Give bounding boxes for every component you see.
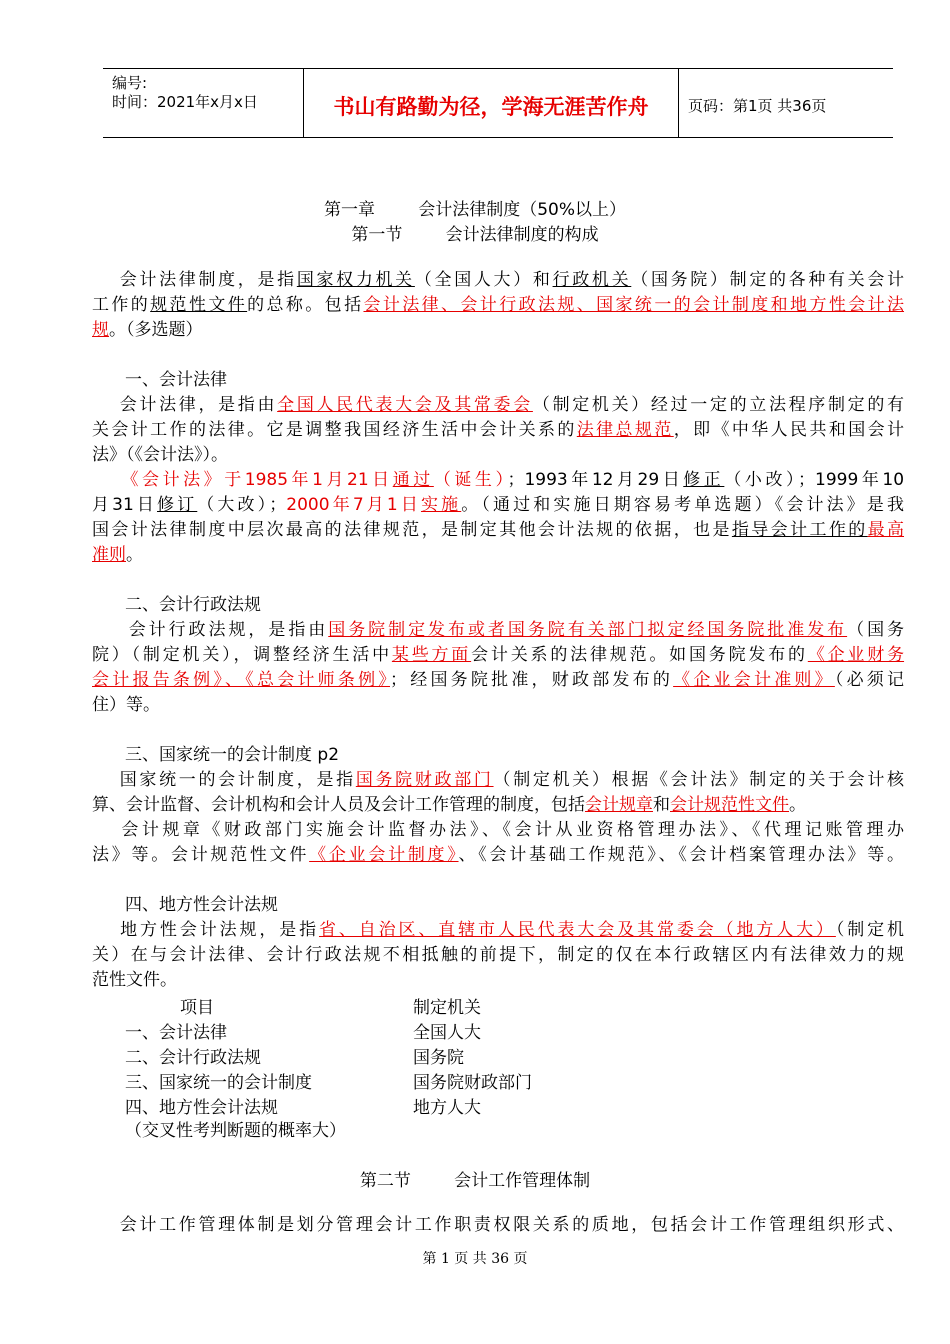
text: （国务: [847, 620, 905, 640]
s2-line-1: [92, 618, 904, 643]
text: （全国人大）和: [414, 270, 553, 290]
s3-line-4: [92, 843, 904, 868]
s2-line-3: [92, 668, 904, 693]
text: 的总称。包括: [247, 295, 364, 315]
s4-line-3: 范性文件。: [92, 970, 177, 990]
section2-title: 第二节 会计工作管理体制: [359, 1171, 591, 1191]
text-red: 2000年7月1日: [286, 495, 421, 515]
table-row-organ: 地方人大: [413, 1098, 481, 1118]
text-red-underlined: 《企业财务: [807, 645, 905, 665]
text: 。（多选题）: [109, 320, 203, 340]
table-note: （交叉性考判断题的概率大）: [125, 1121, 346, 1141]
intro-line-3: [92, 318, 904, 343]
text-red-underlined: 会计规范性文件: [670, 795, 789, 815]
text-underlined: 规范性文件: [150, 295, 248, 315]
text: 院）（制定机关），调整经济生活中: [92, 645, 392, 665]
table-row-item: 一、会计法律: [125, 1023, 227, 1043]
s1-heading: 一、会计法律: [125, 370, 227, 390]
text-red: 《会计法》于1985年1月21日: [121, 470, 393, 490]
text-red-underlined: 省、自治区、直辖市人民代表大会及其常委会（地方人大）: [318, 920, 836, 940]
text-red-underlined: 国务院财政部门: [355, 770, 494, 790]
text-red-underlined: 国务院制定发布或者国务院有关部门拟定经国务院批准发布: [328, 620, 848, 640]
text-red-underlined: 《企业会计制度》: [309, 845, 459, 865]
header-table: [103, 68, 893, 138]
text-red-underlined: 通过: [392, 470, 434, 490]
text: 和: [653, 795, 670, 815]
table-row-organ: 国务院: [413, 1048, 464, 1068]
s1-line-5: [92, 493, 904, 518]
s1-line-2: [92, 418, 904, 443]
s1-line-4: [92, 468, 904, 493]
text-red: （诞生）: [433, 470, 508, 490]
number-label: 编号:: [112, 74, 148, 92]
s1-line-1: [92, 393, 904, 418]
s3-heading: 三、国家统一的会计制度 p2: [125, 745, 340, 765]
text-red-underlined: 某些方面: [391, 645, 472, 665]
s1-line-6: [92, 518, 904, 543]
text: 月31日: [92, 495, 158, 515]
intro-line-1: [92, 268, 904, 293]
text-red-underlined: 规: [92, 320, 109, 340]
s2-line-4: 住）等。: [92, 695, 160, 715]
text-red-underlined: 实施: [420, 495, 462, 515]
section2-line-1: [92, 1213, 904, 1238]
s1-line-3: 法》（《会计法》）。: [92, 445, 228, 465]
chapter-title: 第一章 会计法律制度（50%以上）: [323, 200, 626, 220]
text: （大改）；: [197, 495, 287, 515]
text-underlined: 行政机关: [552, 270, 632, 290]
text: 算、会计监督、会计机构和会计人员及会计工作管理的制度，包括: [92, 795, 585, 815]
s1-line-7: [92, 543, 904, 568]
table-row-item: 四、地方性会计法规: [125, 1098, 278, 1118]
s4-line-2: 关）在与会计法律、会计行政法规不相抵触的前提下，制定的仅在本行政辖区内有法律效力的规: [92, 945, 904, 965]
s2-line-2: [92, 643, 904, 668]
text-red-underlined: 法律总规范: [576, 420, 674, 440]
text: 国会计法律制度中层次最高的法律规范，是制定其他会计法规的依据，也是: [92, 520, 732, 540]
header-left-cell: [103, 69, 303, 137]
text: 关会计工作的法律。它是调整我国经济生活中会计关系的: [92, 420, 577, 440]
text-red-underlined: 《企业会计准则》: [673, 670, 835, 690]
col-header-item: 项目: [180, 998, 214, 1018]
s3-line-3: [92, 818, 904, 843]
text: （必须记: [834, 670, 905, 690]
text: 会计规章《财政部门实施会计监督办法》、《会计从业资格管理办法》、《代理记账管理办: [121, 820, 905, 840]
text: 会计法律制度，是指: [119, 270, 297, 290]
text: 会计工作管理体制是划分管理会计工作职责权限关系的质地，包括会计工作管理组织形式、: [119, 1215, 904, 1235]
text-underlined: 修正: [683, 470, 725, 490]
text-underlined: 指导会计工作的: [731, 520, 868, 540]
header-right-cell: [678, 69, 893, 137]
page-code: 页码：第1页 共36页: [688, 97, 827, 115]
text: （制定机关）根据《会计法》制定的关于会计核: [493, 770, 905, 790]
s4-heading: 四、地方性会计法规: [125, 895, 278, 915]
text: ，即《中华人民共和国会计: [673, 420, 905, 440]
s4-line-1: [92, 918, 904, 943]
text-underlined: 修订: [157, 495, 198, 515]
page-footer: 第 1 页 共 36 页: [422, 1251, 528, 1267]
text: 地方性会计法规，是指: [120, 920, 319, 940]
text: （小改）；1999年10: [724, 470, 905, 490]
text-red-underlined: 全国人民代表大会及其常委会: [277, 395, 533, 415]
text: 。: [126, 545, 143, 565]
time-label: 时间：2021年x月x日: [112, 93, 258, 111]
col-header-organ: 制定机关: [413, 998, 481, 1018]
table-row-organ: 全国人大: [413, 1023, 481, 1043]
table-row-item: 二、会计行政法规: [125, 1048, 261, 1068]
text: 。（通过和实施日期容易考单选题）《会计法》是我: [461, 495, 905, 515]
text: 会计法律，是指由: [119, 395, 278, 415]
text-red-underlined: 会计报告条例》、《总会计师条例》: [92, 670, 391, 690]
text: 工作的: [92, 295, 151, 315]
text: 、《会计基础工作规范》、《会计档案管理办法》等。: [458, 845, 905, 865]
text-red-underlined: 准则: [92, 545, 126, 565]
s2-heading: 二、会计行政法规: [125, 595, 261, 615]
text: 法》等。会计规范性文件: [92, 845, 310, 865]
text: （制定机: [835, 920, 905, 940]
table-row-organ: 国务院财政部门: [413, 1073, 532, 1093]
text-red-underlined: 会计规章: [585, 795, 653, 815]
motto: 书山有路勤为径，学海无涯苦作舟: [333, 95, 649, 119]
text: ；1993年12月29日: [507, 470, 684, 490]
text-underlined: 国家权力机关: [296, 270, 415, 290]
text: ；经国务院批准，财政部发布的: [390, 670, 674, 690]
text: 会计行政法规，是指由: [128, 620, 329, 640]
s3-line-2: [92, 793, 904, 818]
s3-line-1: [92, 768, 904, 793]
text-red-underlined: 会计法律、会计行政法规、国家统一的会计制度和地方性会计法: [363, 295, 905, 315]
text: 。: [789, 795, 806, 815]
text: 国家统一的会计制度，是指: [119, 770, 356, 790]
intro-line-2: [92, 293, 904, 318]
section-title: 第一节 会计法律制度的构成: [351, 225, 599, 245]
text-red-underlined: 最高: [867, 520, 905, 540]
table-row-item: 三、国家统一的会计制度: [125, 1073, 312, 1093]
text: （制定机关）经过一定的立法程序制定的有: [532, 395, 905, 415]
text: 会计关系的法律规范。如国务院发布的: [471, 645, 808, 665]
header-motto-cell: [303, 69, 679, 137]
text: （国务院）制定的各种有关会计: [631, 270, 905, 290]
